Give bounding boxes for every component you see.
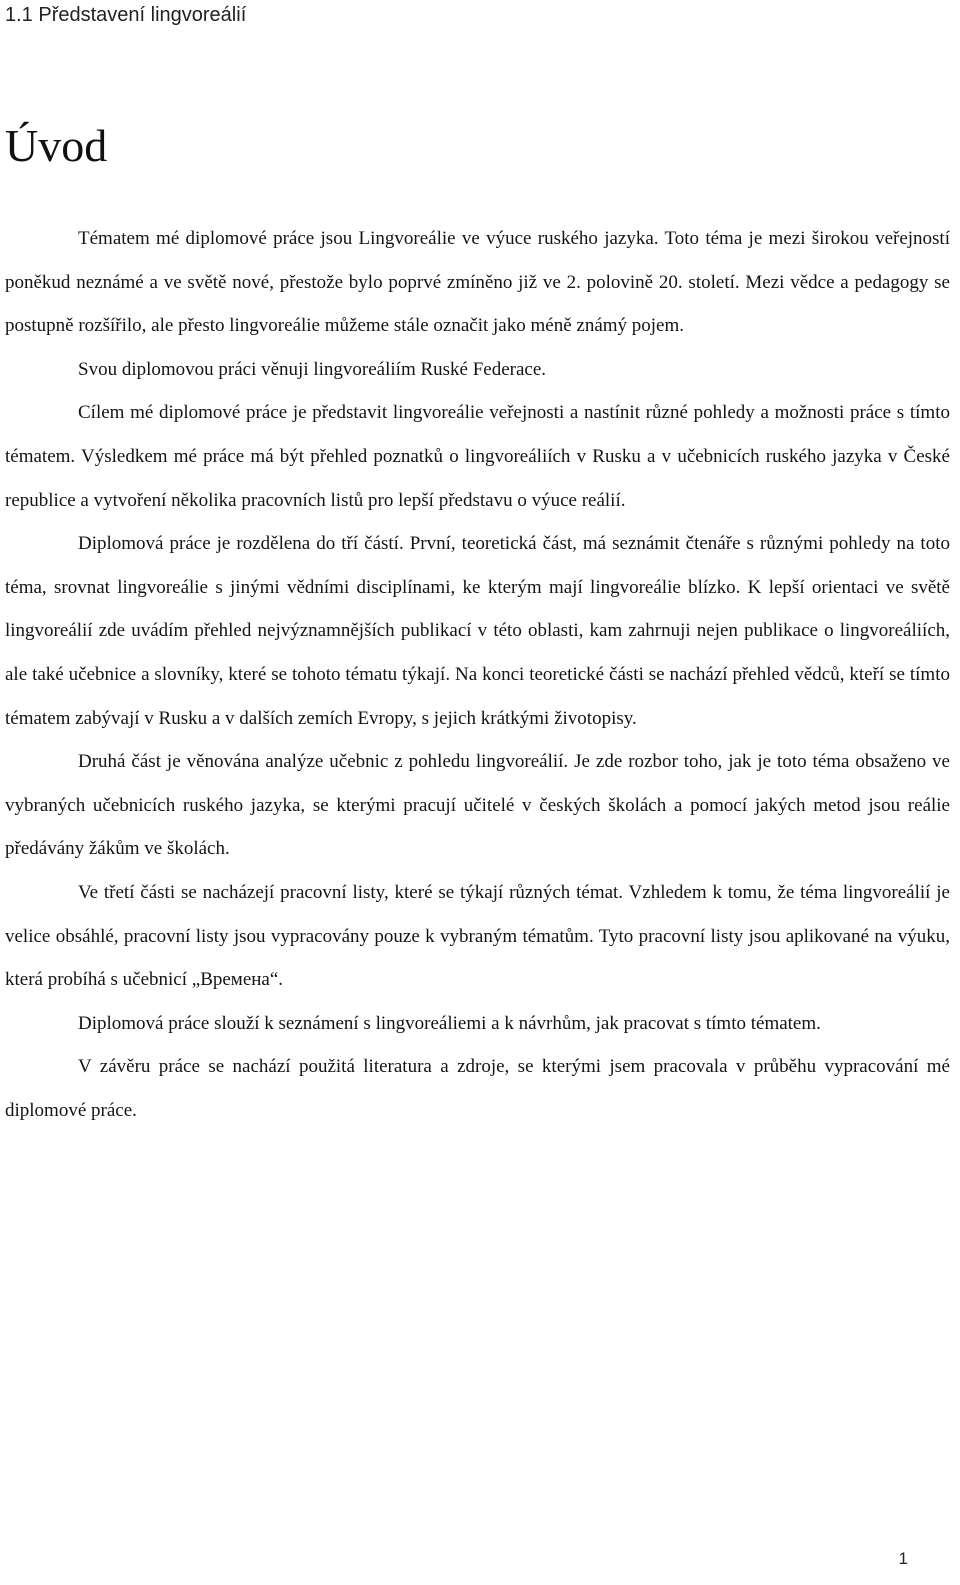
paragraph-structure-part-three: Ve třetí části se nacházejí pracovní listy, které se týkají různých témat. Vzhledem k tomu, že téma lingvoreálií je velice obsáhlé, pracovní listy jsou vypracovány pouze k vybraným tématům. Tyto pracovní listy jsou aplikované na výuku, která probíhá s učebnicí „Времена“.: [5, 881, 950, 991]
page-number: 1: [898, 1549, 908, 1568]
page-title: Úvod: [5, 120, 108, 171]
paragraph-intro-topic: Tématem mé diplomové práce jsou Lingvoreálie ve výuce ruského jazyka. Toto téma je mezi širokou veřejností poněkud neznámé a ve světě nové, přestože bylo poprvé zmíněno již ve 2. polovině 20. století. Mezi vědce a pedagogy se postupně rozšířilo, ale přesto lingvoreálie můžeme stále označit jako méně známý pojem.: [5, 228, 950, 337]
paragraph-structure-part-one: Diplomová práce je rozdělena do tří částí. První, teoretická část, má seznámit čtenáře s různými pohledy na toto téma, srovnat lingvoreálie s jinými vědními disciplínami, ke kterým mají lingvoreálie blízko. K lepší orientaci ve světě lingvoreálií zde uvádím přehled nejvýznamnějších publikací v této oblasti, kam zahrnuji nejen publikace o lingvoreáliích, ale také učebnice a slovníky, které se tohoto tématu týkají. Na konci teoretické části se nachází přehled vědců, kteří se tímto tématem zabývají v Rusku a v dalších zemích Evropy, s jejich krátkými životopisy.: [5, 533, 950, 729]
paragraph-structure-part-two: Druhá část je věnována analýze učebnic z pohledu lingvoreálií. Je zde rozbor toho, jak je toto téma obsaženo ve vybraných učebnicích ruského jazyka, se kterými pracují učitelé v českých školách a pomocí jakých metod jsou reálie předávány žákům ve školách.: [5, 751, 950, 860]
running-header: 1.1 Představení lingvoreálií: [5, 4, 247, 26]
paragraph-goal: Cílem mé diplomové práce je představit lingvoreálie veřejnosti a nastínit různé pohledy a možnosti práce s tímto tématem. Výsledkem mé práce má být přehled poznatků o lingvoreáliích v Rusku a v učebnicích ruského jazyka v České republice a vytvoření několika pracovních listů pro lepší představu o výuce reálií.: [5, 402, 950, 511]
paragraph-conclusion: V závěru práce se nachází použitá literatura a zdroje, se kterými jsem pracovala v průběhu vypracování mé diplomové práce.: [5, 1056, 950, 1121]
paragraph-purpose: Diplomová práce slouží k seznámení s lingvoreáliemi a k návrhům, jak pracovat s tímto tématem.: [78, 1012, 821, 1034]
body-text: [5, 217, 950, 1132]
paragraph-dedication: Svou diplomovou práci věnuji lingvoreáliím Ruské Federace.: [78, 358, 547, 380]
